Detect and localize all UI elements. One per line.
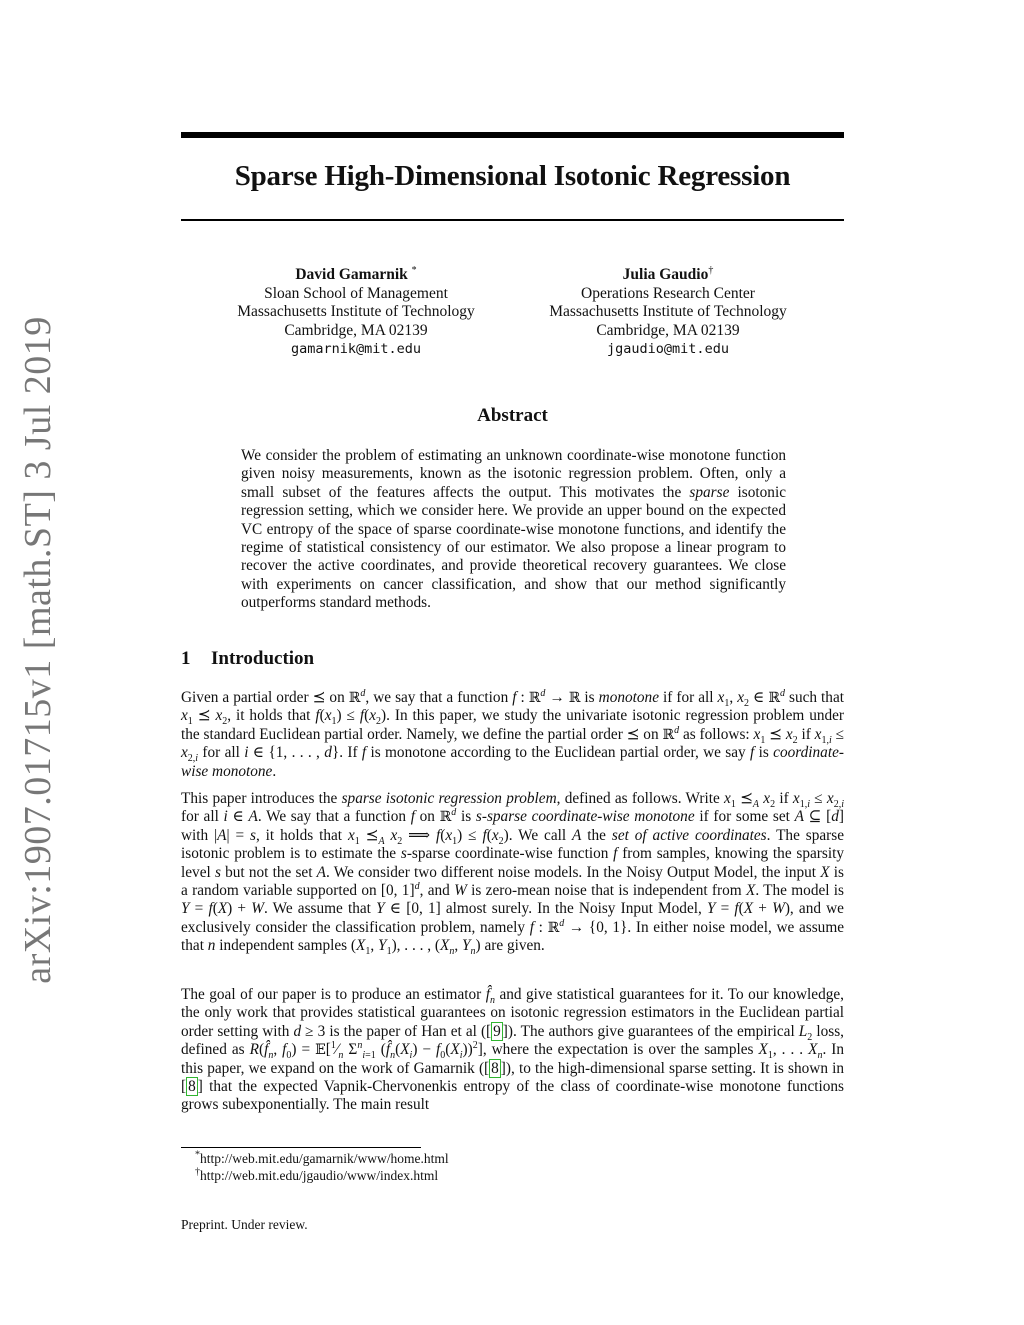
intro-paragraph-1: Given a partial order ⪯ on ℝ$^d$, we say that a function f : ℝ$^d$ → ℝ is monotone if for all $x_1$, $x_2$ ∈ ℝ$^d$ such that $x_1$ ⪯ $x_2$, it holds that $f(x_1) \le f(x_2)$. In this paper, we study the univariate isotonic regression problem under the standard Euclidean partial order. Namely, we define the partial order ⪯ on ℝ$^d$ as follows: $x_1$ ⪯ $x_2$ if $x_{1,i} \le x_{2,i}$ for all i ∈ {1, . . . , d}. If f is monotone according to the Euclidean partial order, we say f is coordinate-wise monotone. [181, 687, 845, 780]
author-block-gaudio [518, 266, 818, 359]
intro-paragraph-3: The goal of our paper is to produce an estimator $f̂_n$ and give statistical guarantees for it. To our knowledge, the only work that provides statistical guarantees on isotonic regression estimators in the Euclidean partial order setting with d ≥ 3 is the paper of Han et al ([ 9 ]). The authors give guarantees of the empirical $L_2$ loss, defined as $R(f̂_n$, $f_0$) = $𝔼[^1⁄_n$ $\Sigma^n_{i=1}$ $(f̂_n(X_i) - f_0(X_i))^2$], where the expectation is over the samples $X_1$, . . . $X_n$. In this paper, we expand on the work of Gamarnik ([ 8 ]), to the high-dimensional sparse setting. It is shown in [ 8 ] that the expected Vapnik-Chervonenkis entropy of the class of coordinate-wise monotone functions grows subexponentially. The main result [181, 986, 845, 1114]
author-email: jgaudio@mit.edu [607, 341, 729, 357]
arxiv-id-text: arXiv:1907.01715v1 [math.ST] 3 Jul 2019 [17, 316, 59, 984]
author-footnote-mark: * [411, 264, 417, 276]
footnote-rule [181, 1147, 421, 1148]
footnote-url[interactable]: http://web.mit.edu/gamarnik/www/home.html [200, 1151, 449, 1166]
author-institution: Massachusetts Institute of Technology [237, 303, 475, 320]
author-footnote-mark: † [708, 264, 714, 276]
author-name: David Gamarnik [295, 266, 408, 283]
abstract-body: We consider the problem of estimating an unknown coordinate-wise monotone function given noisy measurements, known as the isotonic regression problem. Often, only a small subset of the features affects the output. This motivates the sparse isotonic regression setting, which we consider here. We provide an upper bound on the expected VC entropy of the space of sparse coordinate-wise monotone functions, and identify the regime of statistical consistency of our estimator. We also propose a linear program to recover the active coordinates, and provide theoretical recovery guarantees. We close with experiments on cancer classification, and show that our method significantly outperforms standard methods. [241, 447, 786, 612]
title-bottom-rule [181, 219, 844, 221]
arxiv-side-stamp [8, 316, 68, 984]
preprint-footer: Preprint. Under review. [181, 1217, 308, 1232]
author-affiliation: Sloan School of Management [264, 284, 448, 302]
author-name: Julia Gaudio [622, 266, 709, 283]
author-email: gamarnik@mit.edu [290, 341, 422, 357]
author-block-gamarnik [206, 266, 506, 359]
section-number: 1 [181, 648, 191, 669]
abstract-emphasis: sparse [689, 483, 730, 501]
intro-paragraph-2: This paper introduces the sparse isotonic regression problem, defined as follows. Write $x_1$ $⪯_A$ $x_2$ if $x_{1,i} \le x_{2,i}$ for all i ∈ A. We say that a function f on ℝ$^d$ is s-sparse coordinate-wise monotone if for some set A ⊆ [d] with |A| = s, it holds that $x_1$ $⪯_A$ $x_2$ ⟹ $f(x_1) \le f(x_2)$. We call A the set of active coordinates. The sparse isotonic problem is to estimate the s-sparse coordinate-wise function f from samples, knowing the sparsity level s but not the set A. We consider two different noise models. In the Noisy Output Model, the input X is a random variable supported on [0, 1]$^d$, and W is zero-mean noise that is independent from X. The model is Y = f(X) + W. We assume that Y ∈ [0, 1] almost surely. In the Noisy Input Model, Y = f(X + W), and we exclusively consider the classification problem, namely f : ℝ$^d$ → {0, 1}. In either noise model, we assume that n independent samples ($X_1$, $Y_1$), . . . , ($X_n$, $Y_n$) are given. [181, 790, 845, 958]
author-city: Cambridge, MA 02139 [596, 321, 740, 339]
footnote-2: †http://web.mit.edu/jgaudio/www/index.html [195, 1166, 439, 1183]
footnote-url[interactable]: http://web.mit.edu/jgaudio/www/index.html [200, 1168, 439, 1183]
abstract-heading: Abstract [477, 405, 548, 426]
author-institution: Massachusetts Institute of Technology [549, 303, 787, 320]
section-title: Introduction [211, 648, 315, 669]
author-affiliation: Operations Research Center [581, 284, 755, 302]
citation-link-gamarnik-2[interactable]: 8 [188, 1078, 196, 1096]
footnote-1: *http://web.mit.edu/gamarnik/www/home.html [195, 1149, 449, 1166]
citation-link-gamarnik[interactable]: 8 [491, 1059, 499, 1077]
title-top-rule [181, 132, 844, 138]
author-city: Cambridge, MA 02139 [284, 321, 428, 339]
citation-link-han[interactable]: 9 [493, 1022, 501, 1040]
section-heading-introduction [181, 648, 314, 670]
paper-title: Sparse High-Dimensional Isotonic Regression [234, 160, 791, 192]
